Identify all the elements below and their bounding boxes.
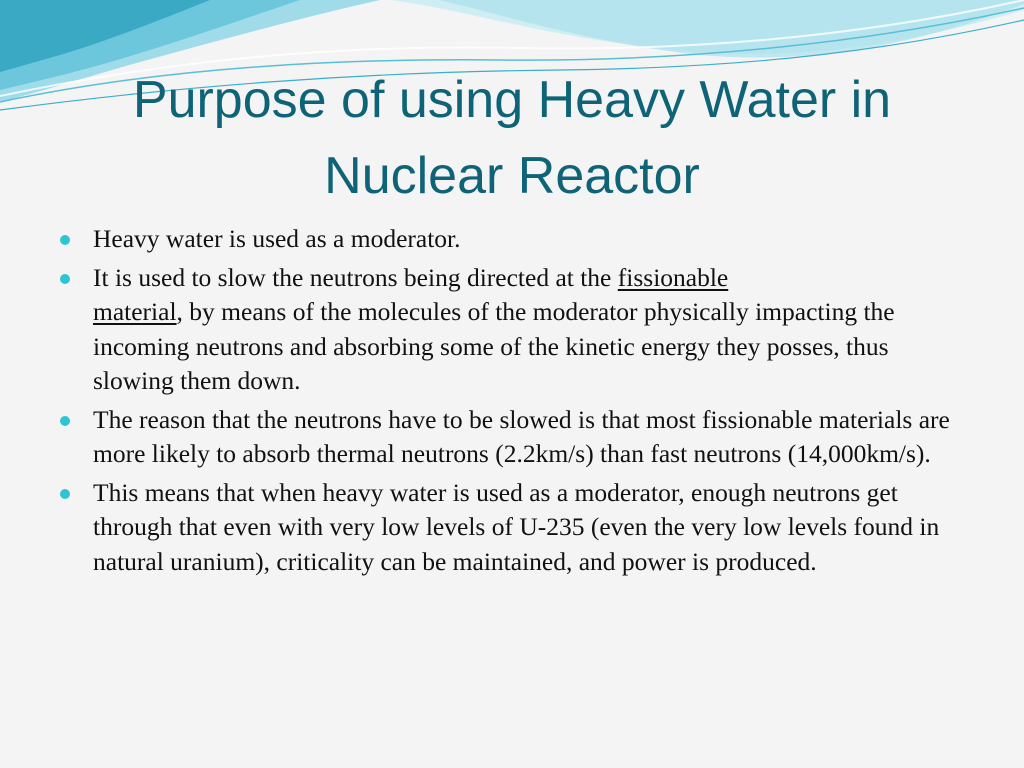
bullet-dot-icon xyxy=(60,489,70,499)
bullet-text-pre: It is used to slow the neutrons being directed at the xyxy=(93,262,618,292)
title-line-2: Nuclear Reactor xyxy=(324,147,700,205)
bullet-dot-icon xyxy=(60,416,70,426)
bullet-text: This means that when heavy water is used as a moderator, enough neutrons get through that even with very low levels of U-235 (even the very low levels found in natural uranium), criticality can be maintained, and power is produced. xyxy=(93,477,940,576)
bullet-list xyxy=(58,222,968,583)
bullet-dot-icon xyxy=(60,235,70,245)
bullet-text-post: , by means of the molecules of the moderator physically impacting the incoming neutrons and absorbing some of the kinetic energy they posses, thus slowing them down. xyxy=(93,297,895,395)
fissionable-link[interactable]: fissionable xyxy=(617,262,729,292)
bullet-item xyxy=(58,222,968,257)
bullet-item xyxy=(58,261,968,399)
bullet-dot-icon xyxy=(60,274,70,284)
bullet-text: The reason that the neutrons have to be slowed is that most fissionable materials are more likely to absorb thermal neutrons (2.2km/s) than fast neutrons (14,000km/s). xyxy=(93,404,950,468)
bullet-item xyxy=(58,403,968,472)
title-line-1: Purpose of using Heavy Water in xyxy=(132,71,892,129)
bullet-item xyxy=(58,476,968,580)
slide-title xyxy=(40,62,984,214)
material-link[interactable]: material xyxy=(93,297,177,326)
bullet-text: Heavy water is used as a moderator. xyxy=(93,224,461,253)
